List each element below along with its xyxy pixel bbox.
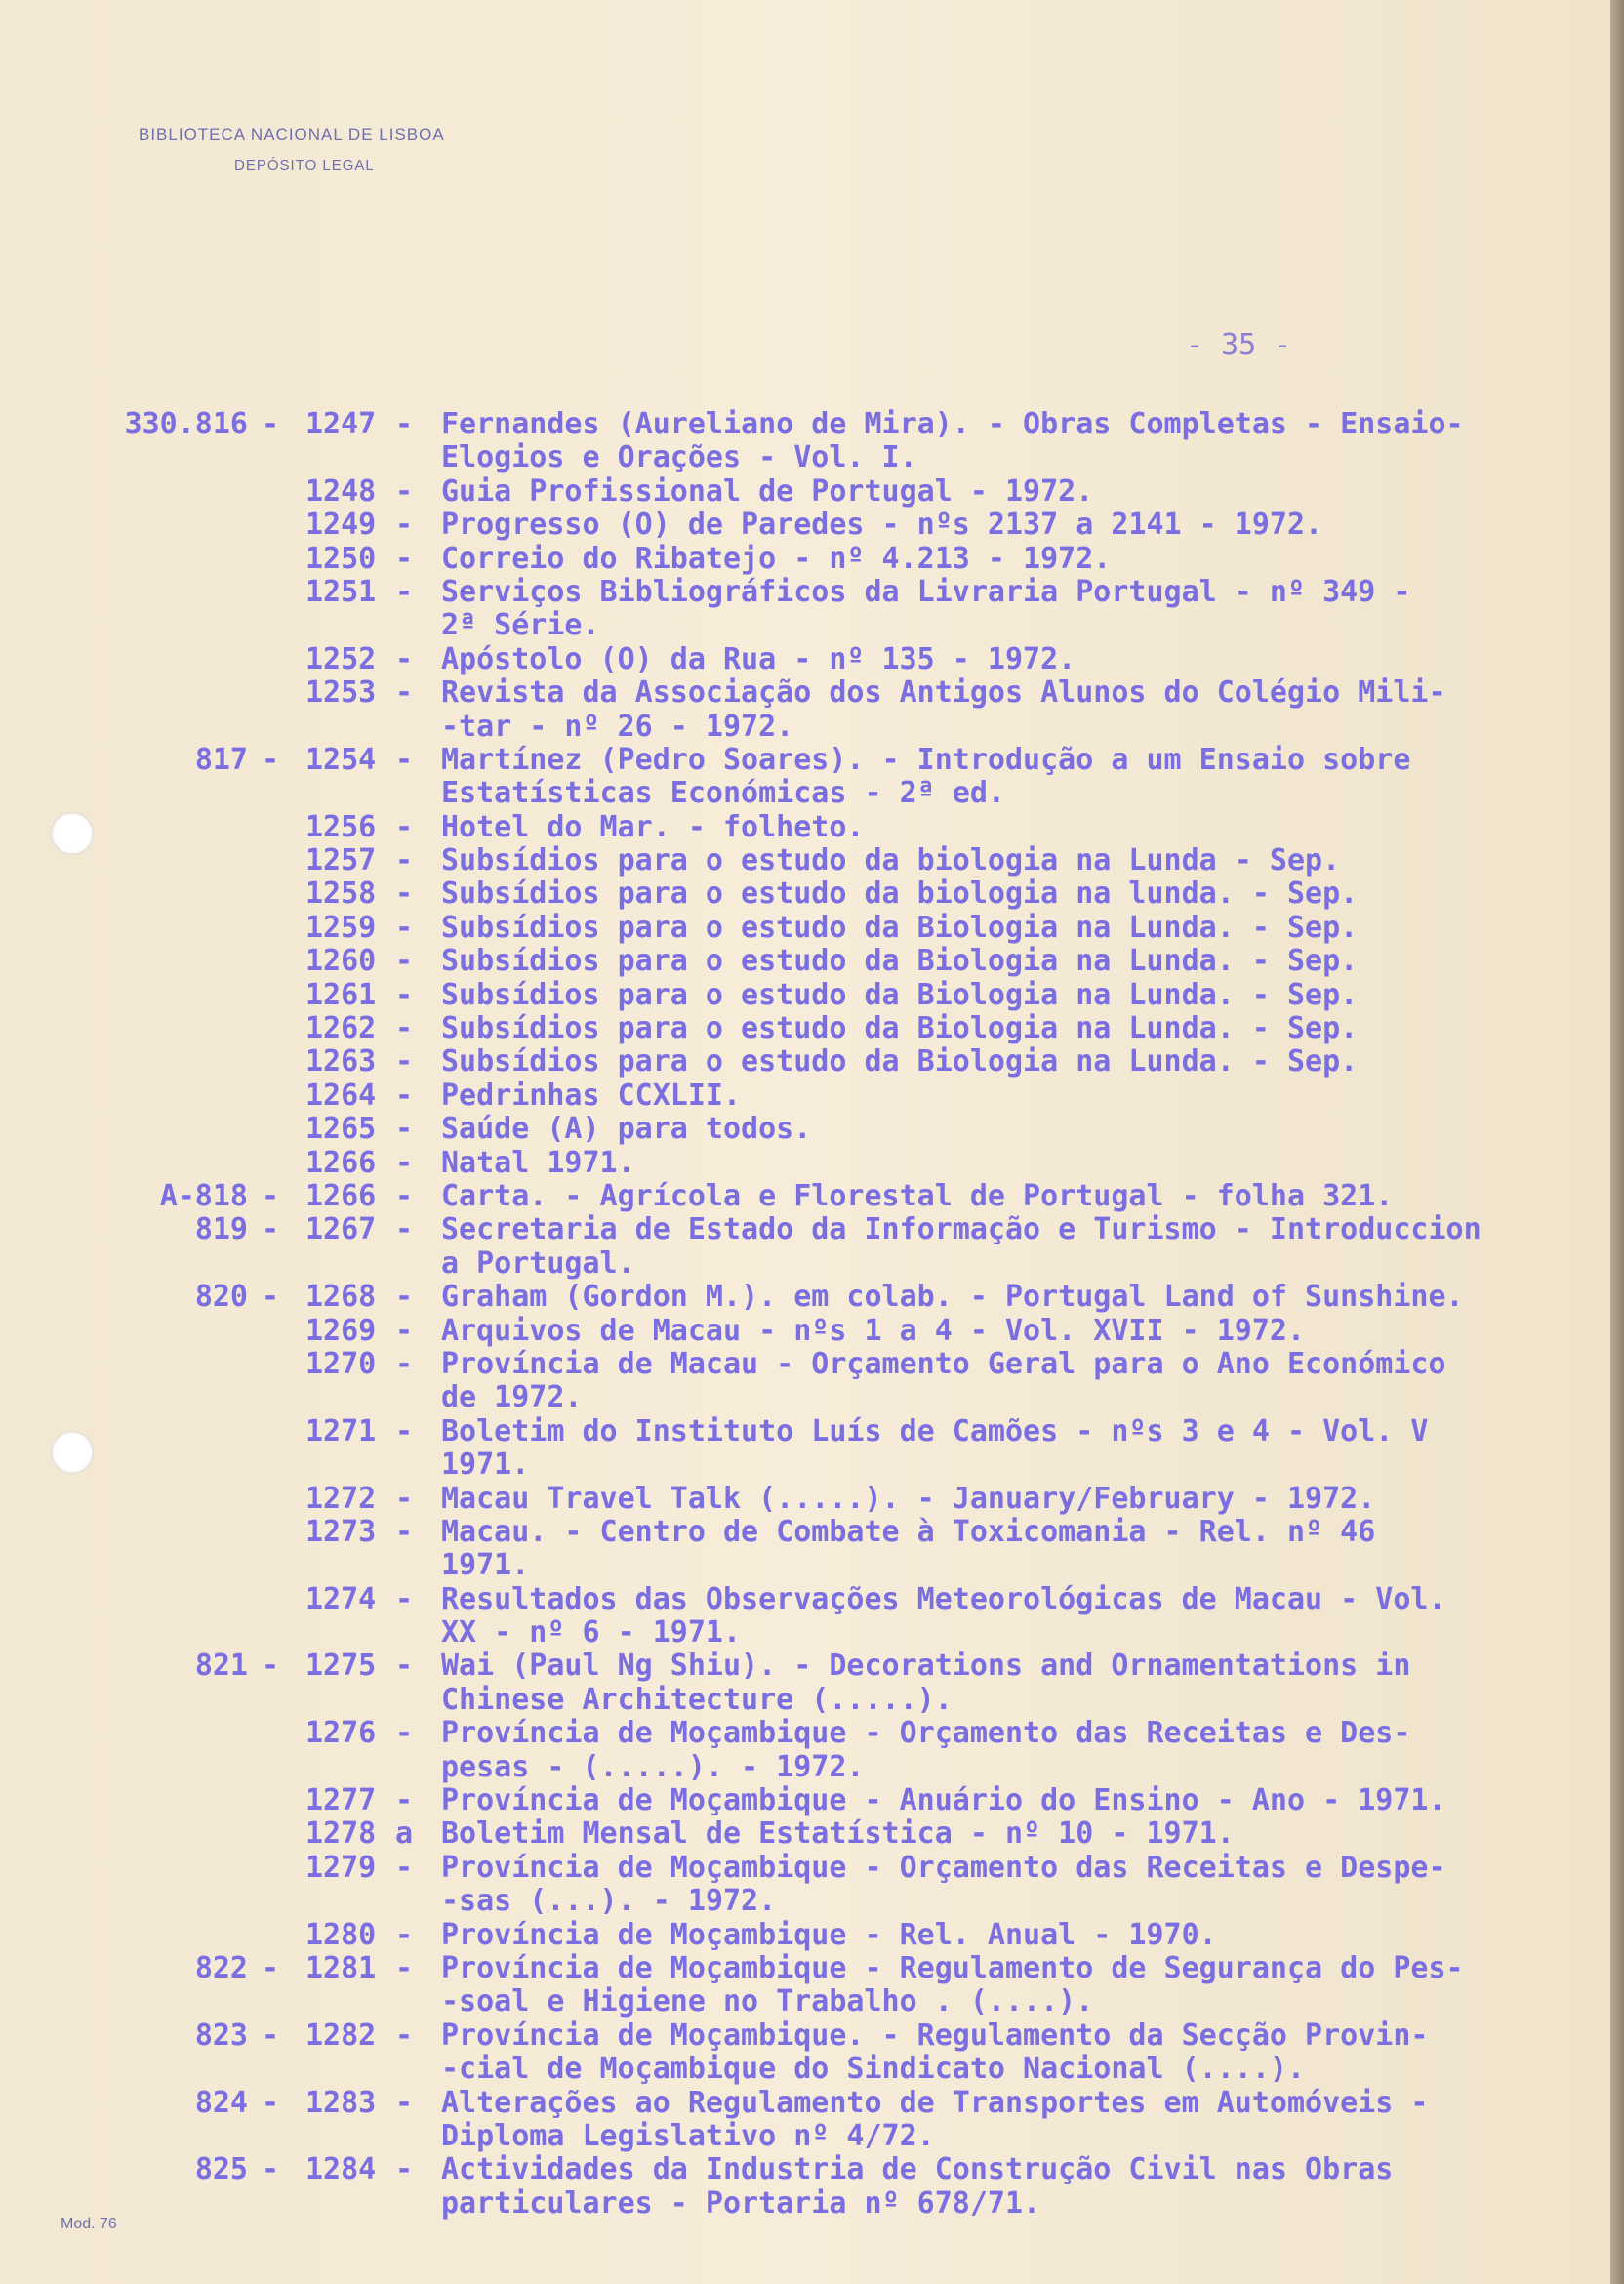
- deposit-number: 817: [194, 742, 248, 777]
- deposit-number: 820: [194, 1280, 248, 1315]
- entry-line: [0, 1348, 1610, 1381]
- separator: -: [262, 1178, 280, 1213]
- entry-line: [0, 643, 1610, 676]
- entry-line: [0, 441, 1610, 474]
- entry-text: Subsídios para o estudo da Biologia na Lunda. - Sep.: [441, 1011, 1359, 1046]
- separator: -: [395, 1011, 414, 1046]
- separator: -: [395, 2018, 414, 2053]
- entry-text: Apóstolo (O) da Rua - nº 135 - 1972.: [441, 641, 1076, 676]
- entry-line: [0, 1483, 1610, 1516]
- entry-line: [0, 912, 1610, 945]
- deposit-number: 823: [194, 2018, 248, 2053]
- entry-number: 1264: [305, 1078, 377, 1113]
- entry-line: [0, 844, 1610, 877]
- entry-number: 1253: [305, 675, 377, 711]
- separator: -: [395, 1145, 414, 1180]
- entry-line: [0, 1549, 1610, 1582]
- entry-line: [0, 979, 1610, 1012]
- separator: -: [395, 1917, 414, 1952]
- separator: -: [395, 1481, 414, 1516]
- separator: a: [395, 1816, 414, 1852]
- separator: -: [395, 1346, 414, 1381]
- separator: -: [395, 541, 414, 576]
- separator: -: [262, 742, 280, 777]
- entry-number: 1261: [305, 977, 377, 1012]
- entry-text: 2ª Série.: [441, 608, 600, 643]
- entry-text: Subsídios para o estudo da Biologia na Lunda. - Sep.: [441, 977, 1359, 1012]
- separator: -: [395, 675, 414, 711]
- separator: -: [262, 2018, 280, 2053]
- entry-text: Wai (Paul Ng Shiu). - Decorations and Ornamentations in: [441, 1649, 1411, 1684]
- separator: -: [262, 1950, 280, 1985]
- entry-number: 1282: [305, 2018, 377, 2053]
- entry-text: Boletim do Instituto Luís de Camões - nºs 3 e 4 - Vol. V: [441, 1413, 1429, 1448]
- entry-text: Província de Macau - Orçamento Geral para o Ano Económico: [441, 1346, 1446, 1381]
- separator: -: [395, 1514, 414, 1549]
- entry-line: [0, 711, 1610, 744]
- separator: -: [262, 2085, 280, 2120]
- paper-edge: [1610, 0, 1624, 2284]
- entry-text: Subsídios para o estudo da Biologia na Lunda. - Sep.: [441, 944, 1359, 979]
- entry-text: Hotel do Mar. - folheto.: [441, 809, 865, 844]
- entry-text: Macau Travel Talk (.....). - January/February - 1972.: [441, 1481, 1376, 1516]
- deposit-number: 819: [194, 1212, 248, 1247]
- entry-text: Boletim Mensal de Estatística - nº 10 - 1971.: [441, 1816, 1235, 1852]
- entry-number: 1274: [305, 1581, 377, 1616]
- entry-line: [0, 543, 1610, 576]
- entry-text: Fernandes (Aureliano de Mira). - Obras Completas - Ensaio-: [441, 407, 1464, 441]
- entry-number: 1269: [305, 1313, 377, 1348]
- separator: -: [262, 1212, 280, 1247]
- entry-line: [0, 811, 1610, 844]
- entry-text: Natal 1971.: [441, 1145, 635, 1180]
- entry-line: [0, 1985, 1610, 2019]
- entry-line: [0, 1315, 1610, 1348]
- entry-number: 1276: [305, 1716, 377, 1751]
- separator: -: [395, 407, 414, 441]
- entry-number: 1271: [305, 1413, 377, 1448]
- separator: -: [262, 1280, 280, 1315]
- separator: -: [395, 1280, 414, 1315]
- form-model-label: Mod. 76: [61, 2216, 117, 2232]
- entry-line: [0, 1415, 1610, 1448]
- separator: -: [395, 977, 414, 1012]
- entry-line: [0, 1919, 1610, 1952]
- entry-line: [0, 475, 1610, 509]
- separator: -: [395, 641, 414, 676]
- entry-text: Graham (Gordon M.). em colab. - Portugal Land of Sunshine.: [441, 1280, 1464, 1315]
- entry-line: [0, 1583, 1610, 1616]
- entry-text: Martínez (Pedro Soares). - Introdução a um Ensaio sobre: [441, 742, 1411, 777]
- entry-line: [0, 1751, 1610, 1784]
- library-stamp-title: BIBLIOTECA NACIONAL DE LISBOA: [139, 125, 445, 143]
- entry-text: Elogios e Orações - Vol. I.: [441, 440, 917, 475]
- entry-number: 1280: [305, 1917, 377, 1952]
- entry-text: Carta. - Agrícola e Florestal de Portugal - folha 321.: [441, 1178, 1394, 1213]
- entry-line: [0, 1045, 1610, 1079]
- entry-text: particulares - Portaria nº 678/71.: [441, 2185, 1041, 2221]
- entry-text: Resultados das Observações Meteorológicas de Macau - Vol.: [441, 1581, 1446, 1616]
- entry-text: de 1972.: [441, 1380, 583, 1415]
- entry-number: 1248: [305, 473, 377, 509]
- entry-line: [0, 1817, 1610, 1851]
- separator: -: [395, 910, 414, 945]
- library-stamp-subtitle: DEPÓSITO LEGAL: [234, 157, 375, 174]
- entry-line: [0, 408, 1610, 441]
- entry-number: 1256: [305, 809, 377, 844]
- separator: -: [262, 1649, 280, 1684]
- entry-line: [0, 576, 1610, 609]
- separator: -: [395, 1178, 414, 1213]
- entry-text: Revista da Associação dos Antigos Alunos do Colégio Mili-: [441, 675, 1446, 711]
- entry-line: [0, 2120, 1610, 2153]
- entry-text: Arquivos de Macau - nºs 1 a 4 - Vol. XVII - 1972.: [441, 1313, 1306, 1348]
- entry-text: Actividades da Industria de Construção Civil nas Obras: [441, 2152, 1394, 2187]
- separator: -: [395, 877, 414, 912]
- entry-number: 1263: [305, 1044, 377, 1080]
- entry-line: [0, 1448, 1610, 1482]
- separator: -: [395, 1716, 414, 1751]
- entry-text: Província de Moçambique. - Regulamento da Secção Provin-: [441, 2018, 1429, 2053]
- entry-text: a Portugal.: [441, 1245, 635, 1281]
- deposit-number: A-818: [159, 1178, 248, 1213]
- separator: -: [395, 1313, 414, 1348]
- entry-line: [0, 1650, 1610, 1683]
- entry-number: 1268: [305, 1280, 377, 1315]
- entry-line: [0, 1885, 1610, 1918]
- deposit-number: 822: [194, 1950, 248, 1985]
- entry-text: Pedrinhas CCXLII.: [441, 1078, 742, 1113]
- separator: -: [395, 1044, 414, 1080]
- entry-line: [0, 2187, 1610, 2221]
- entry-number: 1275: [305, 1649, 377, 1684]
- separator: -: [395, 2152, 414, 2187]
- separator: -: [395, 1413, 414, 1448]
- entry-number: 1262: [305, 1011, 377, 1046]
- page-number: - 35 -: [1186, 328, 1292, 362]
- entry-line: [0, 676, 1610, 710]
- separator: -: [395, 1649, 414, 1684]
- entry-number: 1278: [305, 1816, 377, 1852]
- entry-line: [0, 609, 1610, 642]
- entry-text: Subsídios para o estudo da Biologia na Lunda. - Sep.: [441, 1044, 1359, 1080]
- entry-text: Província de Moçambique - Orçamento das Receitas e Des-: [441, 1716, 1411, 1751]
- entry-text: Correio do Ribatejo - nº 4.213 - 1972.: [441, 541, 1112, 576]
- entry-line: [0, 1516, 1610, 1549]
- entry-line: [0, 1717, 1610, 1750]
- entry-text: Província de Moçambique - Rel. Anual - 1970.: [441, 1917, 1217, 1952]
- entry-text: XX - nº 6 - 1971.: [441, 1615, 742, 1651]
- entry-text: -tar - nº 26 - 1972.: [441, 709, 794, 744]
- entry-line: [0, 777, 1610, 810]
- entry-text: Subsídios para o estudo da biologia na lunda. - Sep.: [441, 877, 1359, 912]
- entry-text: Diploma Legislativo nº 4/72.: [441, 2118, 935, 2153]
- entry-text: Subsídios para o estudo da Biologia na Lunda. - Sep.: [441, 910, 1359, 945]
- entry-text: -cial de Moçambique do Sindicato Nacional (....).: [441, 2052, 1306, 2087]
- entry-line: [0, 1080, 1610, 1113]
- entry-number: 1272: [305, 1481, 377, 1516]
- entry-line: [0, 1247, 1610, 1281]
- entry-line: [0, 1012, 1610, 1045]
- entry-number: 1251: [305, 574, 377, 609]
- separator: -: [395, 508, 414, 543]
- separator: -: [395, 843, 414, 878]
- separator: -: [395, 1112, 414, 1147]
- entry-text: 1971.: [441, 1448, 530, 1483]
- deposit-number: 821: [194, 1649, 248, 1684]
- separator: -: [395, 944, 414, 979]
- entry-text: Subsídios para o estudo da biologia na Lunda - Sep.: [441, 843, 1341, 878]
- entry-line: [0, 744, 1610, 777]
- entry-number: 1266: [305, 1178, 377, 1213]
- entry-text: Província de Moçambique - Orçamento das Receitas e Despe-: [441, 1850, 1446, 1885]
- entry-line: [0, 1784, 1610, 1817]
- entry-number: 1273: [305, 1514, 377, 1549]
- entry-text: Alterações ao Regulamento de Transportes em Automóveis -: [441, 2085, 1429, 2120]
- entry-line: [0, 1852, 1610, 1885]
- separator: -: [395, 809, 414, 844]
- entry-line: [0, 1180, 1610, 1213]
- entry-line: [0, 1281, 1610, 1314]
- deposit-number: 330.816: [124, 407, 248, 441]
- separator: -: [395, 1850, 414, 1885]
- entry-text: Estatísticas Económicas - 2ª ed.: [441, 776, 1005, 811]
- entry-number: 1259: [305, 910, 377, 945]
- entry-number: 1258: [305, 877, 377, 912]
- entry-number: 1277: [305, 1783, 377, 1818]
- separator: -: [395, 1078, 414, 1113]
- entry-text: Progresso (O) de Paredes - nºs 2137 a 2141 - 1972.: [441, 508, 1323, 543]
- entry-line: [0, 1113, 1610, 1146]
- separator: -: [395, 1950, 414, 1985]
- entry-line: [0, 945, 1610, 978]
- separator: -: [262, 407, 280, 441]
- separator: -: [395, 1783, 414, 1818]
- entry-number: 1284: [305, 2152, 377, 2187]
- entry-text: 1971.: [441, 1548, 530, 1583]
- separator: -: [395, 1581, 414, 1616]
- separator: -: [262, 2152, 280, 2187]
- entry-list: [0, 408, 1610, 2221]
- entry-line: [0, 1952, 1610, 1985]
- entry-line: [0, 1684, 1610, 1717]
- entry-text: -sas (...). - 1972.: [441, 1884, 777, 1919]
- deposit-number: 825: [194, 2152, 248, 2187]
- entry-number: 1257: [305, 843, 377, 878]
- entry-line: [0, 2019, 1610, 2053]
- entry-line: [0, 2087, 1610, 2120]
- entry-text: Guia Profissional de Portugal - 1972.: [441, 473, 1094, 509]
- entry-line: [0, 2153, 1610, 2186]
- separator: -: [395, 473, 414, 509]
- entry-line: [0, 2053, 1610, 2086]
- entry-text: Chinese Architecture (.....).: [441, 1682, 953, 1717]
- separator: -: [395, 2085, 414, 2120]
- separator: -: [395, 742, 414, 777]
- entry-number: 1283: [305, 2085, 377, 2120]
- entry-text: pesas - (.....). - 1972.: [441, 1749, 865, 1784]
- entry-number: 1265: [305, 1112, 377, 1147]
- entry-text: Saúde (A) para todos.: [441, 1112, 812, 1147]
- entry-number: 1267: [305, 1212, 377, 1247]
- separator: -: [395, 1212, 414, 1247]
- entry-number: 1249: [305, 508, 377, 543]
- entry-text: Macau. - Centro de Combate à Toxicomania - Rel. nº 46: [441, 1514, 1376, 1549]
- entry-number: 1279: [305, 1850, 377, 1885]
- separator: -: [395, 574, 414, 609]
- entry-text: -soal e Higiene no Trabalho . (....).: [441, 1984, 1094, 2019]
- entry-number: 1266: [305, 1145, 377, 1180]
- entry-line: [0, 877, 1610, 911]
- entry-number: 1281: [305, 1950, 377, 1985]
- entry-line: [0, 509, 1610, 542]
- deposit-number: 824: [194, 2085, 248, 2120]
- entry-line: [0, 1381, 1610, 1414]
- entry-number: 1252: [305, 641, 377, 676]
- entry-text: Província de Moçambique - Anuário do Ensino - Ano - 1971.: [441, 1783, 1446, 1818]
- entry-text: Serviços Bibliográficos da Livraria Portugal - nº 349 -: [441, 574, 1411, 609]
- entry-number: 1260: [305, 944, 377, 979]
- entry-number: 1254: [305, 742, 377, 777]
- entry-line: [0, 1147, 1610, 1180]
- entry-line: [0, 1213, 1610, 1246]
- entry-number: 1247: [305, 407, 377, 441]
- entry-text: Província de Moçambique - Regulamento de Segurança do Pes-: [441, 1950, 1464, 1985]
- entry-text: Secretaria de Estado da Informação e Turismo - Introduccion: [441, 1212, 1482, 1247]
- entry-line: [0, 1616, 1610, 1650]
- entry-number: 1270: [305, 1346, 377, 1381]
- entry-number: 1250: [305, 541, 377, 576]
